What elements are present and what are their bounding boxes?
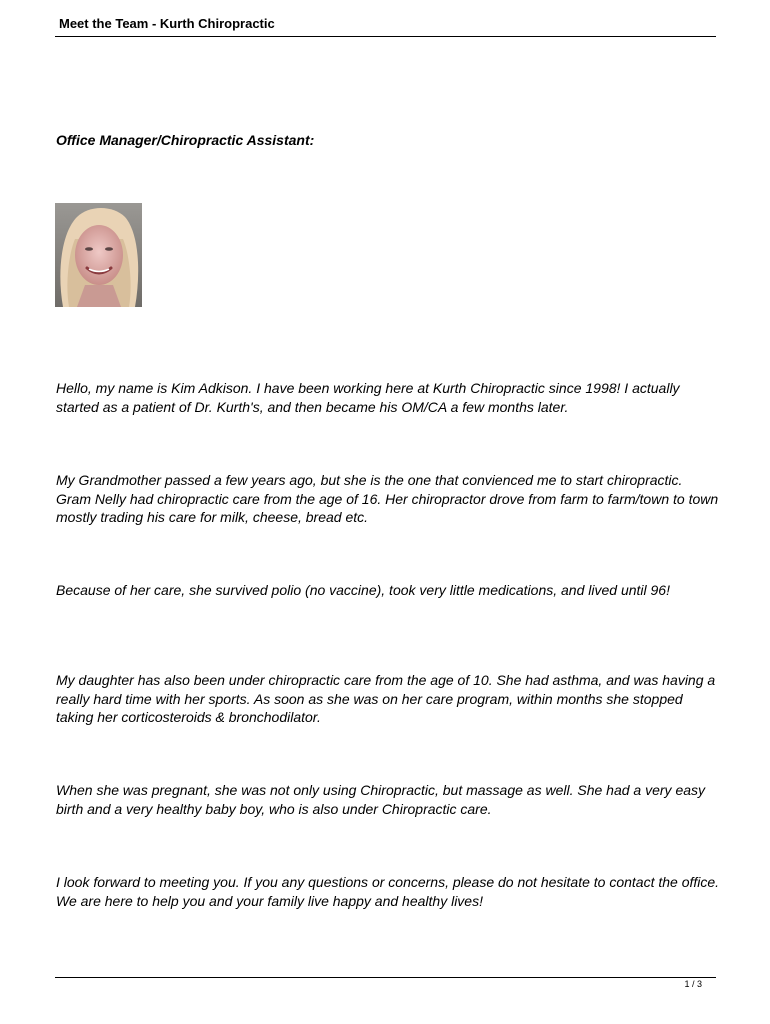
staff-portrait-photo xyxy=(55,203,142,307)
page-number: 1 / 3 xyxy=(684,979,702,989)
bio-paragraph: My Grandmother passed a few years ago, but she is the one that convienced me to start chiropractic. Gram Nelly had chiropractic care from the age of 16. Her chiropractor drove from farm to farm/town to town mostly trading his care for milk, cheese, bread etc. xyxy=(56,472,719,525)
header-divider xyxy=(55,36,716,37)
footer-divider xyxy=(55,977,716,978)
bio-paragraph: Because of her care, she survived polio (no vaccine), took very little medications, and lived until 96! xyxy=(56,582,670,598)
bio-paragraph: Hello, my name is Kim Adkison. I have been working here at Kurth Chiropractic since 1998! I actually started as a patient of Dr. Kurth's, and then became his OM/CA a few months later. xyxy=(56,380,680,415)
bio-paragraph: I look forward to meeting you. If you any questions or concerns, please do not hesitate to contact the office. We are here to help you and your family live happy and healthy lives! xyxy=(56,874,720,909)
portrait-illustration xyxy=(55,203,142,307)
bio-paragraph: My daughter has also been under chiropractic care from the age of 10. She had asthma, and was having a really hard time with her sports. As soon as she was on her care program, within months she stopped taking her corticosteroids & bronchodilator. xyxy=(56,672,716,725)
document-header-title: Meet the Team - Kurth Chiropractic xyxy=(59,16,275,31)
bio-paragraph: When she was pregnant, she was not only using Chiropractic, but massage as well. She had a very easy birth and a very healthy baby boy, who is also under Chiropractic care. xyxy=(56,782,706,817)
role-heading: Office Manager/Chiropractic Assistant: xyxy=(56,132,315,148)
